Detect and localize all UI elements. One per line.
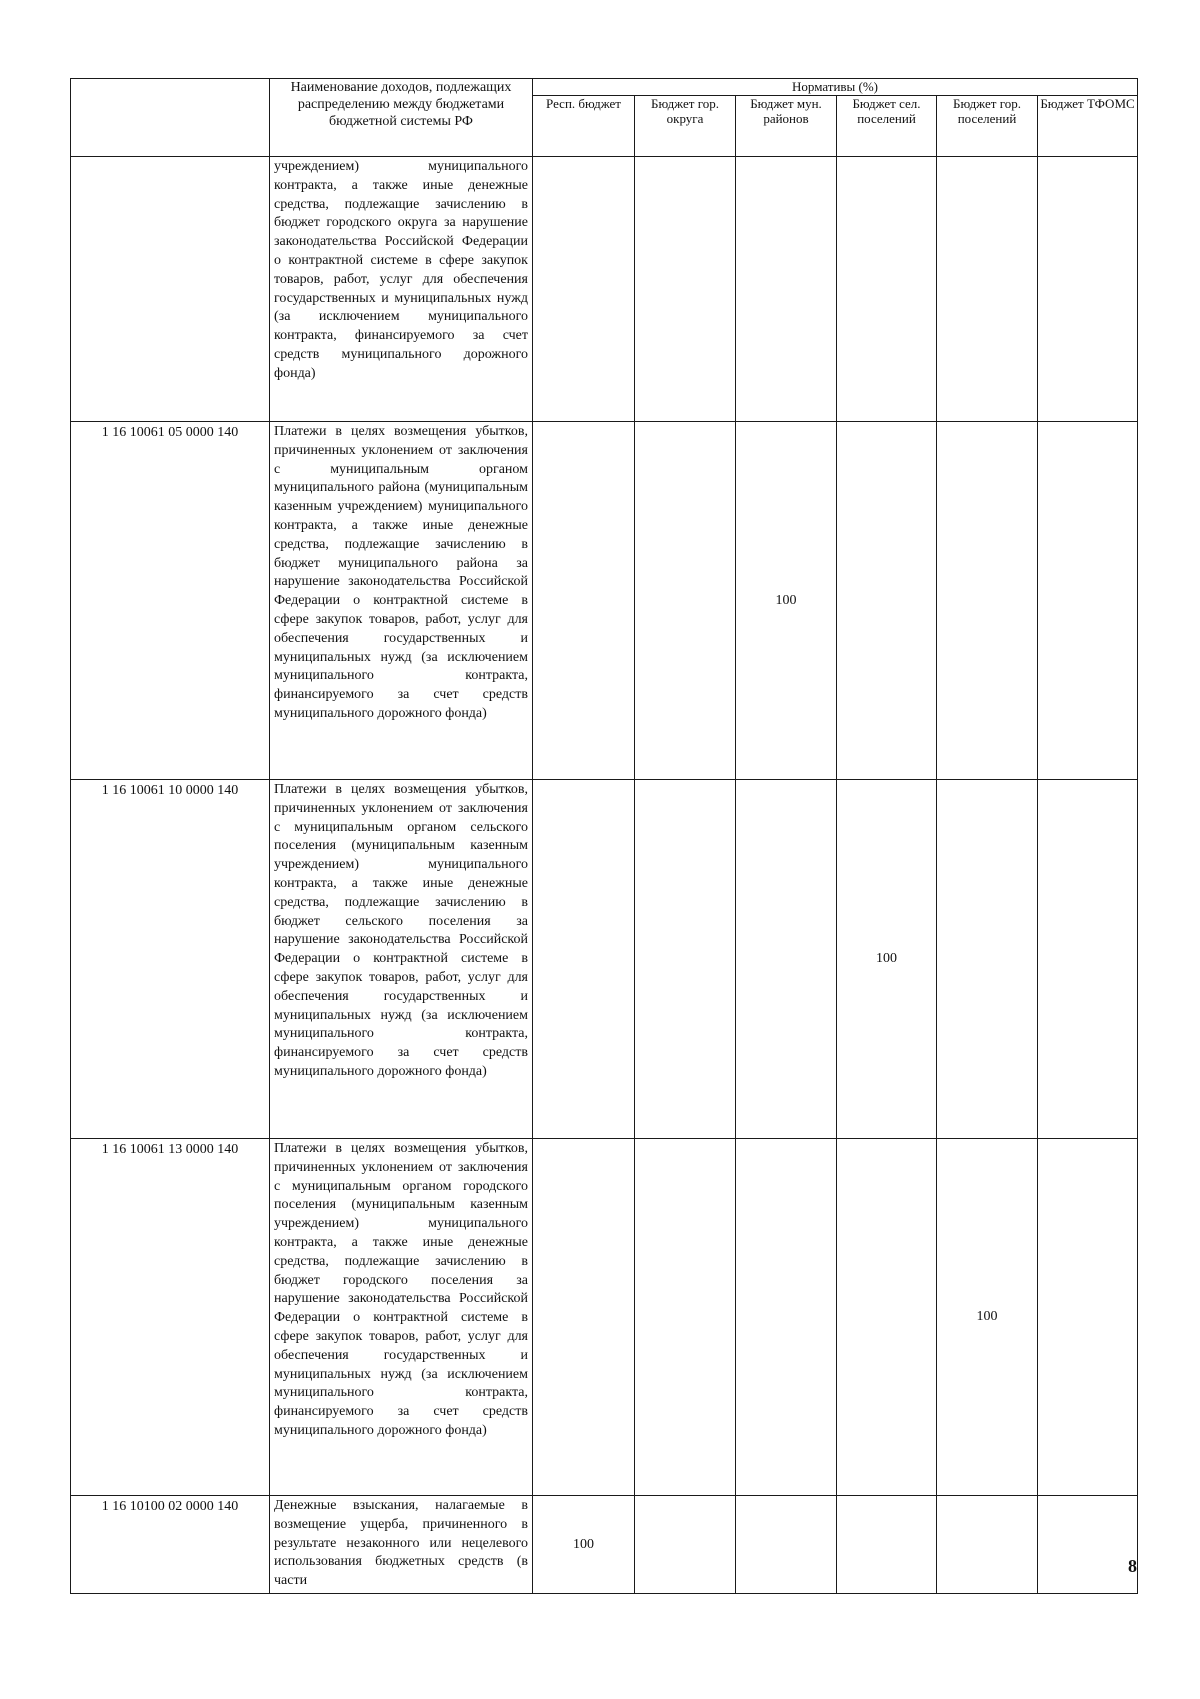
row-value-urban-settlement (937, 422, 1038, 780)
row-value-tfoms (1038, 1496, 1138, 1594)
row-value-municipal-district (736, 157, 837, 422)
row-value-municipal-district (736, 1496, 837, 1594)
row-value-municipal-district: 100 (736, 422, 837, 780)
row-value-municipal-district (736, 780, 837, 1139)
row-code: 1 16 10061 13 0000 140 (71, 1139, 270, 1496)
row-value-city-district (635, 157, 736, 422)
row-code: 1 16 10061 10 0000 140 (71, 780, 270, 1139)
row-value-city-district (635, 1496, 736, 1594)
row-value-resp (533, 157, 635, 422)
revenue-distribution-table (70, 78, 1138, 1594)
row-value-city-district (635, 780, 736, 1139)
row-name: Платежи в целях возмещения убытков, причиненных уклонением от заключения с муниципальным органом муниципального района (муниципальным казенным учреждением) муниципального контракта, а также иные денежные средства, подлежащие зачислению в бюджет муниципального района за нарушение законодательства Российской Федерации о контрактной системе в сфере закупок товаров, работ, услуг для обеспечения государственных и муниципальных нужд (за исключением муниципального контракта, финансируемого за счет средств муниципального дорожного фонда) (270, 422, 533, 780)
row-value-tfoms (1038, 780, 1138, 1139)
header-col-municipal-district-budget: Бюджет мун. районов (736, 96, 837, 157)
row-name: учреждением) муниципального контракта, а также иные денежные средства, подлежащие зачислению в бюджет городского округа за нарушение законодательства Российской Федерации о контрактной системе в сфере закупок товаров, работ, услуг для обеспечения государственных и муниципальных нужд (за исключением муниципального контракта, финансируемого за счет средств муниципального дорожного фонда) (270, 157, 533, 422)
table-row (71, 1139, 1138, 1496)
header-name-cell: Наименование доходов, подлежащих распределению между бюджетами бюджетной системы РФ (270, 79, 533, 157)
header-col-resp-budget: Респ. бюджет (533, 96, 635, 157)
row-value-rural-settlement (837, 1496, 937, 1594)
row-code: 1 16 10100 02 0000 140 (71, 1496, 270, 1594)
header-col-urban-settlement-budget: Бюджет гор. поселений (937, 96, 1038, 157)
row-value-tfoms (1038, 422, 1138, 780)
row-name: Денежные взыскания, налагаемые в возмещение ущерба, причиненного в результате незаконного или нецелевого использования бюджетных средств (в части (270, 1496, 533, 1594)
header-col-rural-settlement-budget: Бюджет сел. поселений (837, 96, 937, 157)
page-number: 8 (1128, 1556, 1137, 1576)
row-value-resp (533, 1139, 635, 1496)
table-row (71, 780, 1138, 1139)
table-row (71, 157, 1138, 422)
row-code: 1 16 10061 05 0000 140 (71, 422, 270, 780)
header-row-group (71, 79, 1138, 96)
row-value-rural-settlement (837, 422, 937, 780)
table-row (71, 422, 1138, 780)
row-value-tfoms (1038, 157, 1138, 422)
row-value-urban-settlement (937, 157, 1038, 422)
row-value-resp (533, 422, 635, 780)
row-value-urban-settlement (937, 1496, 1038, 1594)
row-value-rural-settlement (837, 157, 937, 422)
row-code (71, 157, 270, 422)
row-value-tfoms (1038, 1139, 1138, 1496)
row-value-urban-settlement: 100 (937, 1139, 1038, 1496)
row-value-resp (533, 780, 635, 1139)
row-value-city-district (635, 1139, 736, 1496)
row-value-municipal-district (736, 1139, 837, 1496)
row-value-resp: 100 (533, 1496, 635, 1594)
row-value-city-district (635, 422, 736, 780)
row-name: Платежи в целях возмещения убытков, причиненных уклонением от заключения с муниципальным органом сельского поселения (муниципальным казенным учреждением) муниципального контракта, а также иные денежные средства, подлежащие зачислению в бюджет сельского поселения за нарушение законодательства Российской Федерации о контрактной системе в сфере закупок товаров, работ, услуг для обеспечения государственных и муниципальных нужд (за исключением муниципального контракта, финансируемого за счет средств муниципального дорожного фонда) (270, 780, 533, 1139)
row-value-rural-settlement (837, 1139, 937, 1496)
header-norms-group: Нормативы (%) (533, 79, 1138, 96)
row-value-rural-settlement: 100 (837, 780, 937, 1139)
header-col-tfoms-budget: Бюджет ТФОМС (1038, 96, 1138, 157)
row-name: Платежи в целях возмещения убытков, причиненных уклонением от заключения с муниципальным органом городского поселения (муниципальным казенным учреждением) муниципального контракта, а также иные денежные средства, подлежащие зачислению в бюджет городского поселения за нарушение законодательства Российской Федерации о контрактной системе в сфере закупок товаров, работ, услуг для обеспечения государственных и муниципальных нужд (за исключением муниципального контракта, финансируемого за счет средств муниципального дорожного фонда) (270, 1139, 533, 1496)
header-code-cell (71, 79, 270, 157)
header-col-city-district-budget: Бюджет гор. округа (635, 96, 736, 157)
row-value-urban-settlement (937, 780, 1038, 1139)
table-row (71, 1496, 1138, 1594)
